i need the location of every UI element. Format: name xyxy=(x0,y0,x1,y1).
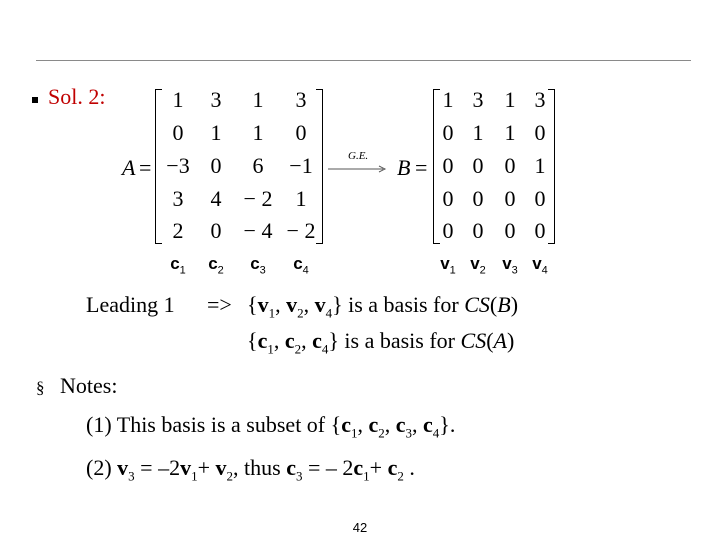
solution-label: Sol. 2: xyxy=(48,84,106,109)
basis-statement-b: {$v_1$, $v_2$, $v_4$} is a basis for CS(B) xyxy=(247,292,519,321)
notes-title: Notes: xyxy=(60,373,118,398)
matrix-a-equals: = xyxy=(139,155,152,180)
implies-arrow: => xyxy=(207,292,232,317)
matrix-a-cell: 3 xyxy=(172,186,184,211)
column-label: $c_3$ xyxy=(250,254,266,277)
matrix-a-cell: 1 xyxy=(295,186,307,211)
leading-label: Leading 1 xyxy=(86,292,175,317)
matrix-a-cell: 3 xyxy=(295,87,307,112)
matrix-b-cell: 0 xyxy=(442,120,454,145)
matrix-b-cell: 0 xyxy=(534,186,546,211)
matrix-a-cell: 0 xyxy=(172,120,184,145)
notes-bullet-icon: § xyxy=(36,378,45,397)
column-label: $c_2$ xyxy=(208,254,224,277)
matrix-a-cell: 4 xyxy=(210,186,222,211)
matrix-a-cell: 0 xyxy=(210,153,222,178)
matrix-a-cell: 1 xyxy=(210,120,222,145)
matrix-b-cell: 1 xyxy=(504,87,516,112)
matrix-a-cell: 1 xyxy=(252,87,264,112)
column-label: $c_4$ xyxy=(293,254,309,277)
matrix-a-cell: 6 xyxy=(252,153,264,178)
column-label: $v_2$ xyxy=(470,254,486,277)
note-1: (1) This basis is a subset of {$c_1$, $c_2$, $c_3$, $c_4$}. xyxy=(86,412,456,441)
matrix-a-label: A xyxy=(122,155,136,180)
column-label: $v_1$ xyxy=(440,254,456,277)
matrix-a-cell: −1 xyxy=(289,153,313,178)
matrix-b-cell: 0 xyxy=(442,153,454,178)
matrix-b-cell: 0 xyxy=(472,153,484,178)
matrix-a-cell: −3 xyxy=(166,153,190,178)
matrix-b-cell: 0 xyxy=(442,186,454,211)
matrix-a-cell: − 4 xyxy=(243,218,273,243)
matrix-b-cell: 0 xyxy=(504,186,516,211)
matrix-b-cell: 0 xyxy=(504,218,516,243)
matrix-b-cell: 0 xyxy=(472,186,484,211)
matrix-b-cell: 0 xyxy=(534,218,546,243)
column-label: $v_4$ xyxy=(532,254,548,277)
matrix-b-cell: 3 xyxy=(472,87,484,112)
matrix-b-cell: 1 xyxy=(472,120,484,145)
page-number: 42 xyxy=(352,520,368,535)
matrix-a-cell: 3 xyxy=(210,87,222,112)
gaussian-elimination-label: G.E. xyxy=(348,150,369,162)
top-rule xyxy=(36,60,691,61)
matrix-a-cell: 1 xyxy=(172,87,184,112)
bullet-square-icon xyxy=(32,97,38,103)
matrix-b-label: B xyxy=(397,155,411,180)
matrix-b-cell: 0 xyxy=(442,218,454,243)
matrix-a-cell: − 2 xyxy=(286,218,316,243)
matrix-a-cell: 0 xyxy=(210,218,222,243)
matrix-a-cell: 2 xyxy=(172,218,184,243)
matrix-b-cell: 0 xyxy=(504,153,516,178)
matrix-b-cell: 1 xyxy=(442,87,454,112)
note-2: (2) $v_3 = -2v_1+ v_2$, thus $c_3$ = – $2c_1+ c_2$ . xyxy=(86,455,415,484)
matrix-b-cell: 1 xyxy=(534,153,546,178)
basis-statement-a: {$c_1$, $c_2$, $c_4$} is a basis for CS(A) xyxy=(247,328,515,357)
matrix-b-cell: 3 xyxy=(534,87,546,112)
matrix-a-cell: 1 xyxy=(252,120,264,145)
matrix-a-cell: − 2 xyxy=(243,186,273,211)
column-label: $v_3$ xyxy=(502,254,518,277)
column-label: $c_1$ xyxy=(170,254,186,277)
arrow-icon xyxy=(328,164,388,174)
matrix-b-cell: 1 xyxy=(504,120,516,145)
matrix-b-cell: 0 xyxy=(534,120,546,145)
matrix-b-equals: = xyxy=(415,155,428,180)
matrix-a-cell: 0 xyxy=(295,120,307,145)
matrix-b-cell: 0 xyxy=(472,218,484,243)
